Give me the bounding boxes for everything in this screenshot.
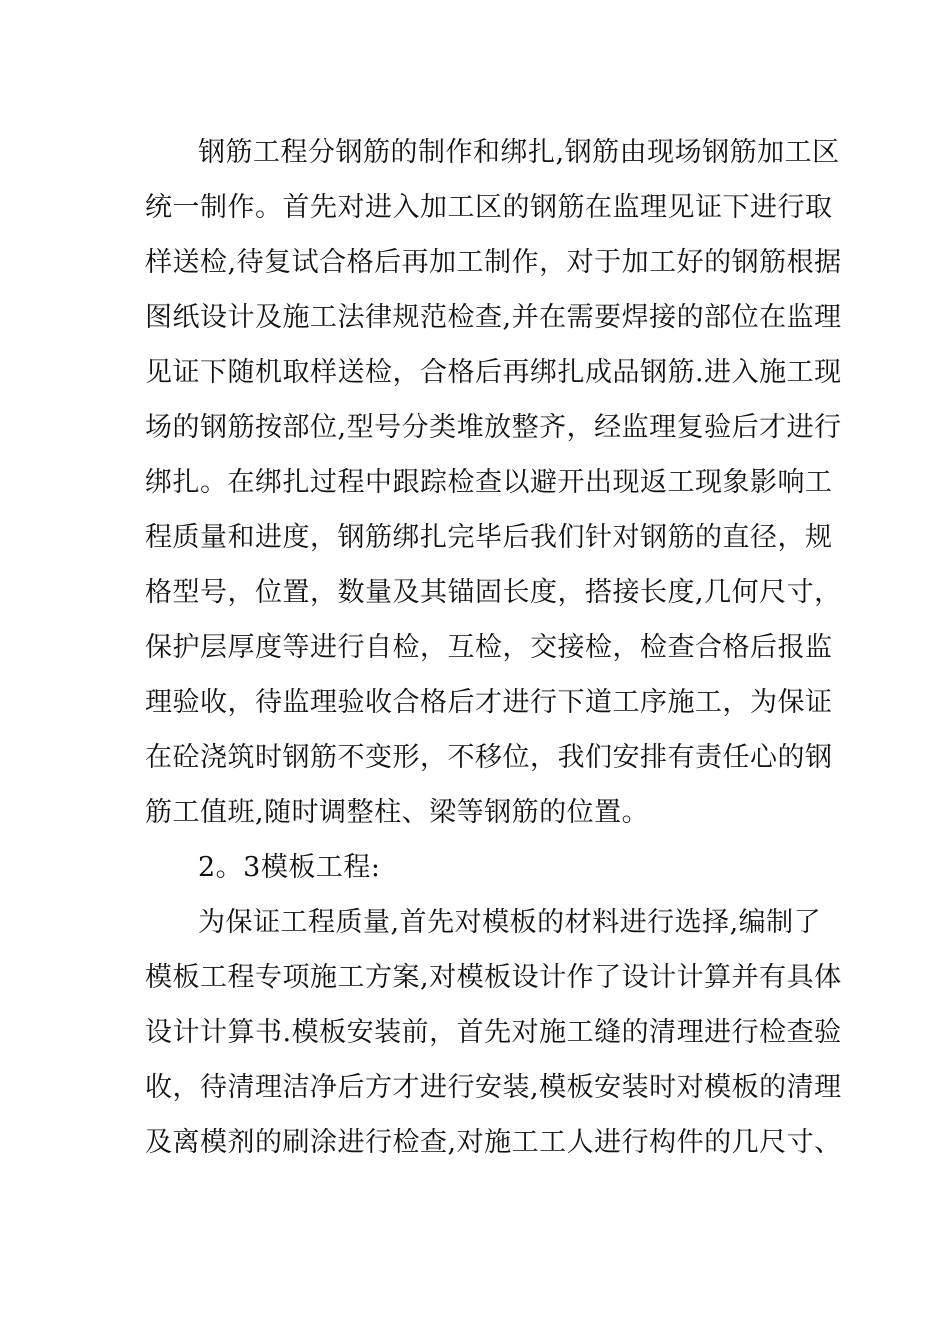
paragraph-line: 程质量和进度，钢筋绑扎完毕后我们针对钢筋的直径，规 xyxy=(145,522,833,553)
paragraph-line: 绑扎。在绑扎过程中跟踪检查以避开出现返工现象影响工 xyxy=(145,467,833,498)
paragraph-line: 在砼浇筑时钢筋不变形，不移位，我们安排有责任心的钢 xyxy=(145,742,833,773)
paragraph-line: 及离模剂的刷涂进行检查,对施工工人进行构件的几尺寸、 xyxy=(145,1127,842,1158)
paragraph-line: 保护层厚度等进行自检，互检，交接检，检查合格后报监 xyxy=(145,632,833,663)
paragraph-line: 收，待清理洁净后方才进行安装,模板安装时对模板的清理 xyxy=(145,1072,842,1103)
section-heading: 2。3模板工程: xyxy=(198,852,381,883)
paragraph-line: 模板工程专项施工方案,对模板设计作了设计计算并有具体 xyxy=(145,962,842,993)
paragraph-line: 设计计算书.模板安装前，首先对施工缝的清理进行检查验 xyxy=(145,1017,842,1048)
paragraph-line: 钢筋工程分钢筋的制作和绑扎,钢筋由现场钢筋加工区 xyxy=(198,137,840,168)
paragraph-line: 筋工值班,随时调整柱、梁等钢筋的位置。 xyxy=(145,797,650,828)
paragraph-line: 统一制作。首先对进入加工区的钢筋在监理见证下进行取 xyxy=(145,192,833,223)
paragraph-line: 格型号，位置，数量及其锚固长度，搭接长度,几何尺寸， xyxy=(145,577,842,608)
paragraph-line: 见证下随机取样送检，合格后再绑扎成品钢筋.进入施工现 xyxy=(145,357,842,388)
paragraph-line: 理验收，待监理验收合格后才进行下道工序施工，为保证 xyxy=(145,687,833,718)
paragraph-line: 样送检,待复试合格后再加工制作，对于加工好的钢筋根据 xyxy=(145,247,842,278)
paragraph-line: 图纸设计及施工法律规范检查,并在需要焊接的部位在监理 xyxy=(145,302,842,333)
paragraph-line: 为保证工程质量,首先对模板的材料进行选择,编制了 xyxy=(198,907,822,938)
paragraph-line: 场的钢筋按部位,型号分类堆放整齐，经监理复验后才进行 xyxy=(145,412,842,443)
